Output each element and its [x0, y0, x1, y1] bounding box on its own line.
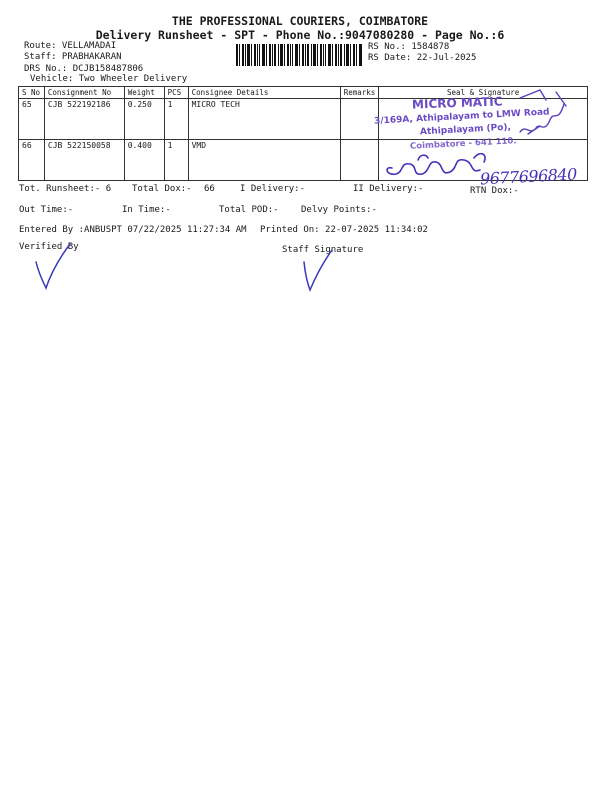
entered-by: Entered By :ANBUSPT 07/22/2025 11:27:34 AM [19, 225, 247, 235]
header-seal-signature: Seal & Signature [379, 87, 588, 99]
verified-by-label: Verified By [19, 242, 79, 252]
header-consignment: Consignment No [44, 87, 124, 99]
verified-signature [30, 240, 75, 292]
rtn-dox: RTN Dox:- [470, 186, 519, 196]
runsheet-subtitle: Delivery Runsheet - SPT - Phone No.:9047080280 - Page No.:6 [95, 28, 505, 42]
cell-consignee: VMD [188, 140, 340, 181]
cell-sno: 66 [19, 140, 45, 181]
header-pcs: PCS [164, 87, 188, 99]
stamp-company-name: MICRO MATIC [411, 94, 503, 112]
header-weight: Weight [124, 87, 164, 99]
rs-number: RS No.: 1584878 [368, 42, 450, 52]
staff-signature-label: Staff Signature [282, 245, 364, 255]
cell-consignee: MICRO TECH [188, 99, 340, 140]
ii-delivery: II Delivery:- [353, 184, 424, 194]
handwritten-phone: 9677696840 [479, 164, 578, 189]
i-delivery: I Delivery:- [240, 184, 306, 194]
rs-date: RS Date: 22-Jul-2025 [368, 53, 477, 63]
cell-sno: 65 [19, 99, 45, 140]
total-dox-label: Total Dox:- [132, 184, 192, 194]
stamp-address-line3: Coimbatore - 641 110. [409, 136, 517, 152]
delvy-points: Delvy Points:- [301, 205, 377, 215]
header-remarks: Remarks [340, 87, 379, 99]
cell-weight: 0.250 [124, 99, 164, 140]
total-dox-value: 66 [204, 184, 215, 194]
staff-label: Staff: PRABHAKARAN [24, 52, 122, 62]
barcode [236, 44, 362, 66]
total-pod: Total POD:- [219, 205, 279, 215]
cell-pcs: 1 [164, 99, 188, 140]
printed-on: Printed On: 22-07-2025 11:34:02 [260, 225, 428, 235]
header-sno: S No [19, 87, 45, 99]
out-time: Out Time:- [19, 205, 74, 215]
in-time: In Time:- [122, 205, 171, 215]
company-title: THE PROFESSIONAL COURIERS, COIMBATORE [171, 14, 429, 28]
cell-pcs: 1 [164, 140, 188, 181]
staff-signature-mark [298, 244, 340, 294]
cell-consignment: CJB 522150058 [44, 140, 124, 181]
tot-runsheet: Tot. Runsheet:- 6 [19, 184, 112, 194]
drs-number: DRS No.: DCJB158487806 [24, 64, 144, 74]
stamp-address-line2: Athipalayam (Po), [419, 122, 512, 138]
vehicle-label: Vehicle: Two Wheeler Delivery [30, 74, 188, 84]
route-label: Route: VELLAMADAI [24, 41, 117, 51]
header-consignee: Consignee Details [188, 87, 340, 99]
stamp-address-line1: 3/169A, Athipalayam to LMW Road [373, 107, 550, 127]
cell-weight: 0.400 [124, 140, 164, 181]
cell-consignment: CJB 522192186 [44, 99, 124, 140]
